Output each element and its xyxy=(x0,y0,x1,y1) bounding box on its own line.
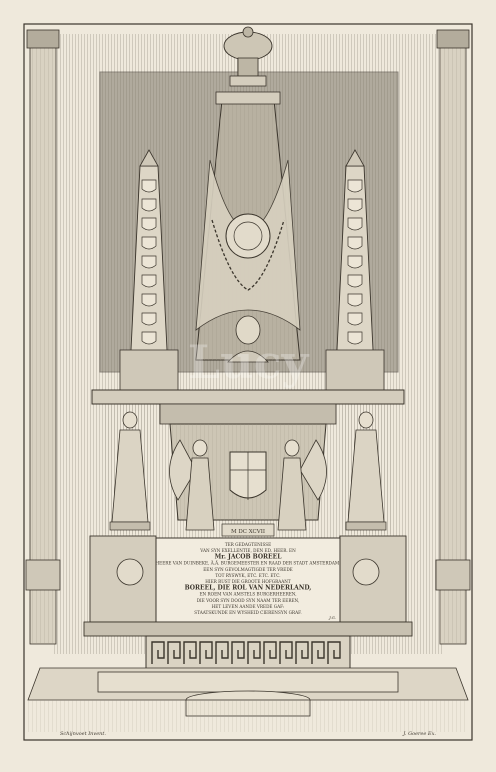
cornice xyxy=(92,390,404,404)
right-pilaster xyxy=(436,30,470,644)
inscription-line: DIE VOOR SYN DOOD SYN NAAM TER EEREN, xyxy=(196,597,300,603)
heraldic-shield xyxy=(348,294,362,306)
heraldic-shield xyxy=(142,237,156,249)
heraldic-shield xyxy=(142,275,156,287)
heraldic-shield xyxy=(142,218,156,230)
heraldic-shield xyxy=(348,237,362,249)
heraldic-shield xyxy=(142,256,156,268)
urn-finial xyxy=(224,27,272,86)
inscription-line: TER GEDAGTENISSE xyxy=(224,542,272,547)
inscription-line: TOT RYSWYK, ETC. ETC. ETC. xyxy=(215,573,281,578)
credit-left: Schijnvoet Invent. xyxy=(60,731,107,737)
inscription-line: VAN SYN EXELLENTIE, DEN ED. HEER. EN xyxy=(200,548,296,554)
watermark: Lucy xyxy=(187,335,309,389)
inscription-line: BOREEL, DIE ROL VAN NEDERLAND, xyxy=(184,584,312,592)
heraldic-shield xyxy=(348,199,362,211)
date-plaque-text: M DC XCVII xyxy=(230,529,266,535)
heraldic-shield xyxy=(142,294,156,306)
inscription-line: EN ROEM VAN AMSTELS BURGERHEEREN, xyxy=(199,591,297,597)
inscription-signature: J.G. xyxy=(329,615,336,620)
inscription-line: STAATSKUNDE EN WYSHEID CIERENSYN GRAF. xyxy=(194,610,302,616)
inscription-line: HIER RUST DIE GROOTE HOFGRAANT xyxy=(205,579,291,585)
inscription-line: EEN SYN GEVOLMAGTIGDE TER VREDE xyxy=(203,566,293,572)
coat-of-arms xyxy=(230,452,266,500)
heraldic-shield xyxy=(348,180,362,192)
heraldic-shield xyxy=(348,332,362,344)
right-pedestal xyxy=(340,536,406,622)
heraldic-shield xyxy=(348,275,362,287)
heraldic-shield xyxy=(142,313,156,325)
heraldic-shield xyxy=(348,313,362,325)
right-allegorical-statue xyxy=(340,404,392,534)
floor-steps xyxy=(28,668,468,732)
inscription-line: Mr. JACOB BOREEL xyxy=(214,553,282,561)
heraldic-shield xyxy=(142,332,156,344)
left-pedestal xyxy=(90,536,156,622)
heraldic-shield xyxy=(348,218,362,230)
heraldic-shield xyxy=(142,180,156,192)
inscription-line: HEERE VAN DUINBEKE, Ä.Ä. BURGEMEESTER EN RAAD DER STADT AMSTERDAM, xyxy=(155,560,341,566)
left-pilaster xyxy=(26,30,60,644)
inscription-line: HET LEVEN AANDE VREDE GAF: xyxy=(211,604,285,609)
heraldic-shield xyxy=(348,256,362,268)
left-allegorical-statue xyxy=(104,404,156,534)
sarcophagus-lid xyxy=(160,404,336,424)
heraldic-shield xyxy=(142,199,156,211)
credit-right: J. Goeree Ex. xyxy=(403,731,436,737)
